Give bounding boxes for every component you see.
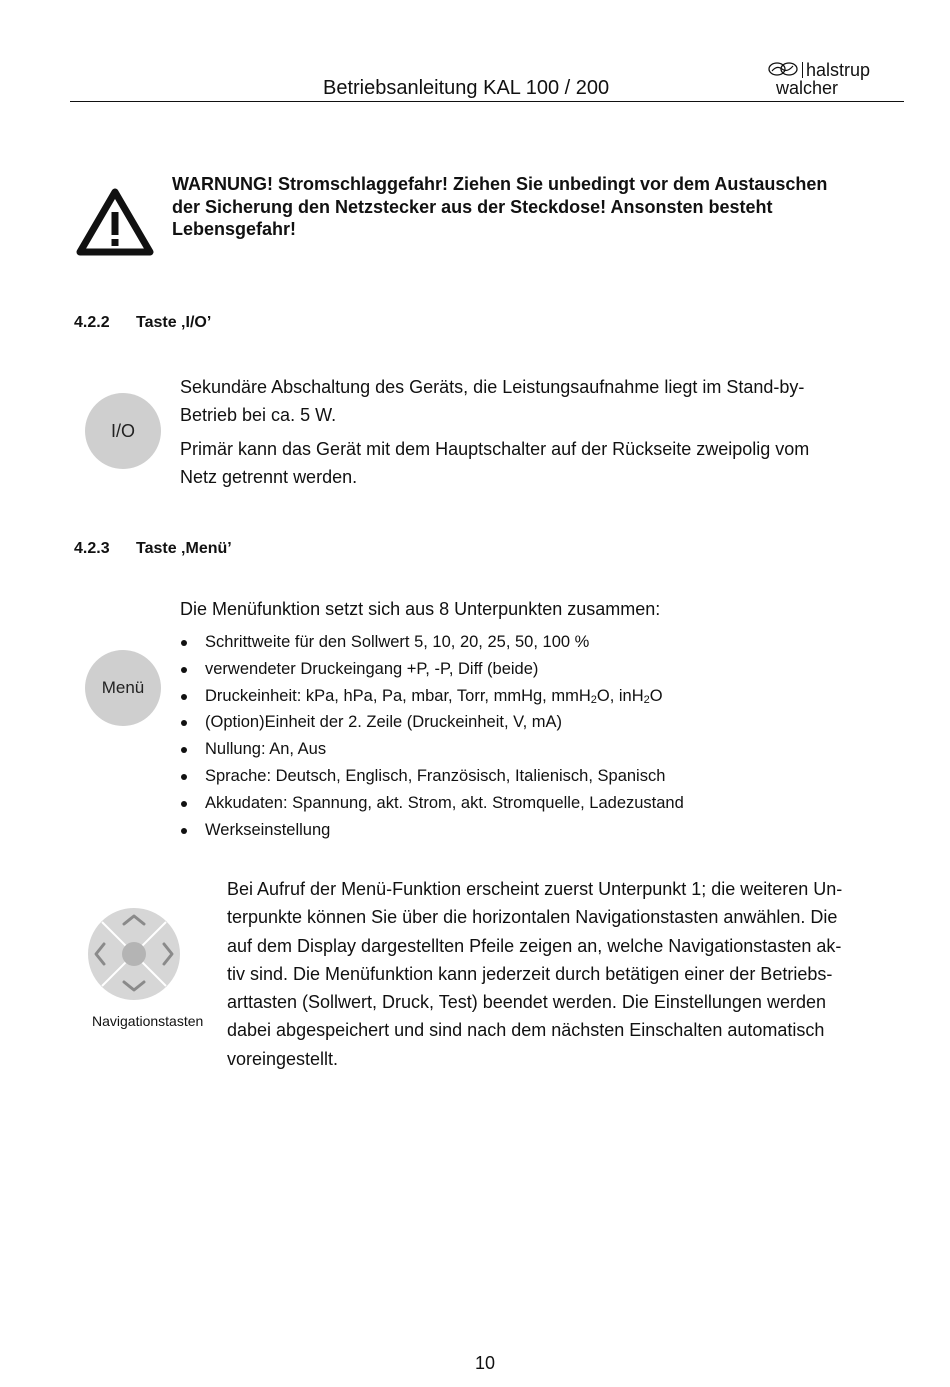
list-item [180, 736, 684, 763]
nav-line: dabei abgespeichert und sind nach dem nächsten Einschalten automatisch [227, 1020, 825, 1041]
io-button-icon [85, 393, 161, 469]
list-item-text: O, inH [596, 686, 644, 705]
list-item-text: Werkseinstellung [205, 820, 331, 839]
warning-text [172, 173, 892, 241]
logo-divider [802, 62, 803, 78]
io-line: Netz getrennt werden. [180, 467, 358, 487]
section-heading: Taste ‚I/O’ [136, 314, 212, 331]
subscript: 2 [643, 693, 650, 706]
nav-line: arttasten (Sollwert, Druck, Test) beendet werden. Die Einstellungen werden [227, 992, 826, 1013]
list-item [180, 709, 684, 736]
menu-button-icon [85, 650, 161, 726]
section-number: 4.2.3 [74, 540, 110, 557]
navigation-description [227, 875, 895, 1073]
logo-text-bottom: walcher [776, 78, 839, 98]
list-item-text: verwendeter Druckeingang +P, -P, Diff (beide) [205, 659, 539, 678]
company-logo [768, 60, 888, 100]
logo-text-top: halstrup [806, 60, 871, 80]
document-title: Betriebsanleitung KAL 100 / 200 [323, 77, 610, 99]
list-item-text: Akkudaten: Spannung, akt. Strom, akt. Stromquelle, Ladezustand [205, 793, 684, 812]
io-line: Sekundäre Abschaltung des Geräts, die Leistungsaufnahme liegt im Stand-by- [180, 377, 805, 397]
io-line: Betrieb bei ca. 5 W. [180, 405, 337, 425]
io-line: Primär kann das Gerät mit dem Hauptschalter auf der Rückseite zweipolig vom [180, 439, 810, 459]
list-item [180, 656, 684, 683]
list-item-text: Schrittweite für den Sollwert 5, 10, 20, 25, 50, 100 % [205, 633, 590, 651]
nav-line: voreingestellt. [227, 1048, 339, 1069]
warning-line: der Sicherung den Netzstecker aus der Steckdose! Ansonsten besteht [172, 196, 773, 217]
list-item [180, 629, 684, 656]
io-button-label: I/O [110, 420, 135, 441]
list-item [180, 683, 684, 710]
list-item-text: Nullung: An, Aus [205, 740, 327, 759]
nav-line: Bei Aufruf der Menü-Funktion erscheint zuerst Unterpunkt 1; die weiteren Un- [227, 879, 843, 899]
list-item [180, 817, 684, 844]
menu-intro: Die Menüfunktion setzt sich aus 8 Unterpunkten zusammen: [180, 599, 661, 619]
nav-line: tiv sind. Die Menüfunktion kann jederzeit durch betätigen einer der Betriebs- [227, 963, 833, 984]
list-item [180, 763, 684, 790]
list-item [180, 790, 684, 817]
list-item-text: Druckeinheit: kPa, hPa, Pa, mbar, Torr, mmHg, mmH [205, 686, 591, 705]
menu-button-label: Menü [101, 678, 145, 697]
list-item-text: O [649, 686, 663, 705]
navigation-keys-icon [86, 906, 182, 1002]
section-heading: Taste ‚Menü’ [136, 540, 232, 557]
warning-line: Lebensgefahr! [172, 219, 297, 239]
warning-triangle-icon [76, 188, 154, 256]
logo-mark-icon [768, 61, 798, 77]
warning-line: WARNUNG! Stromschlaggefahr! Ziehen Sie unbedingt vor dem Austauschen [172, 174, 828, 194]
nav-line: auf dem Display dargestellten Pfeile zeigen an, welche Navigationstasten ak- [227, 935, 842, 956]
page-number: 10 [475, 1353, 496, 1373]
subscript: 2 [590, 693, 597, 706]
list-item-text: (Option)Einheit der 2. Zeile (Druckeinheit, V, mA) [205, 713, 563, 732]
section-number: 4.2.2 [74, 314, 110, 331]
list-item-text: Sprache: Deutsch, Englisch, Französisch, Italienisch, Spanisch [205, 766, 666, 785]
nav-line: terpunkte können Sie über die horizontalen Navigationstasten anwählen. Die [227, 907, 838, 928]
menu-item-list [180, 629, 684, 843]
header-divider [70, 101, 904, 102]
navigation-caption: Navigationstasten [92, 1013, 204, 1029]
io-description [180, 373, 880, 491]
